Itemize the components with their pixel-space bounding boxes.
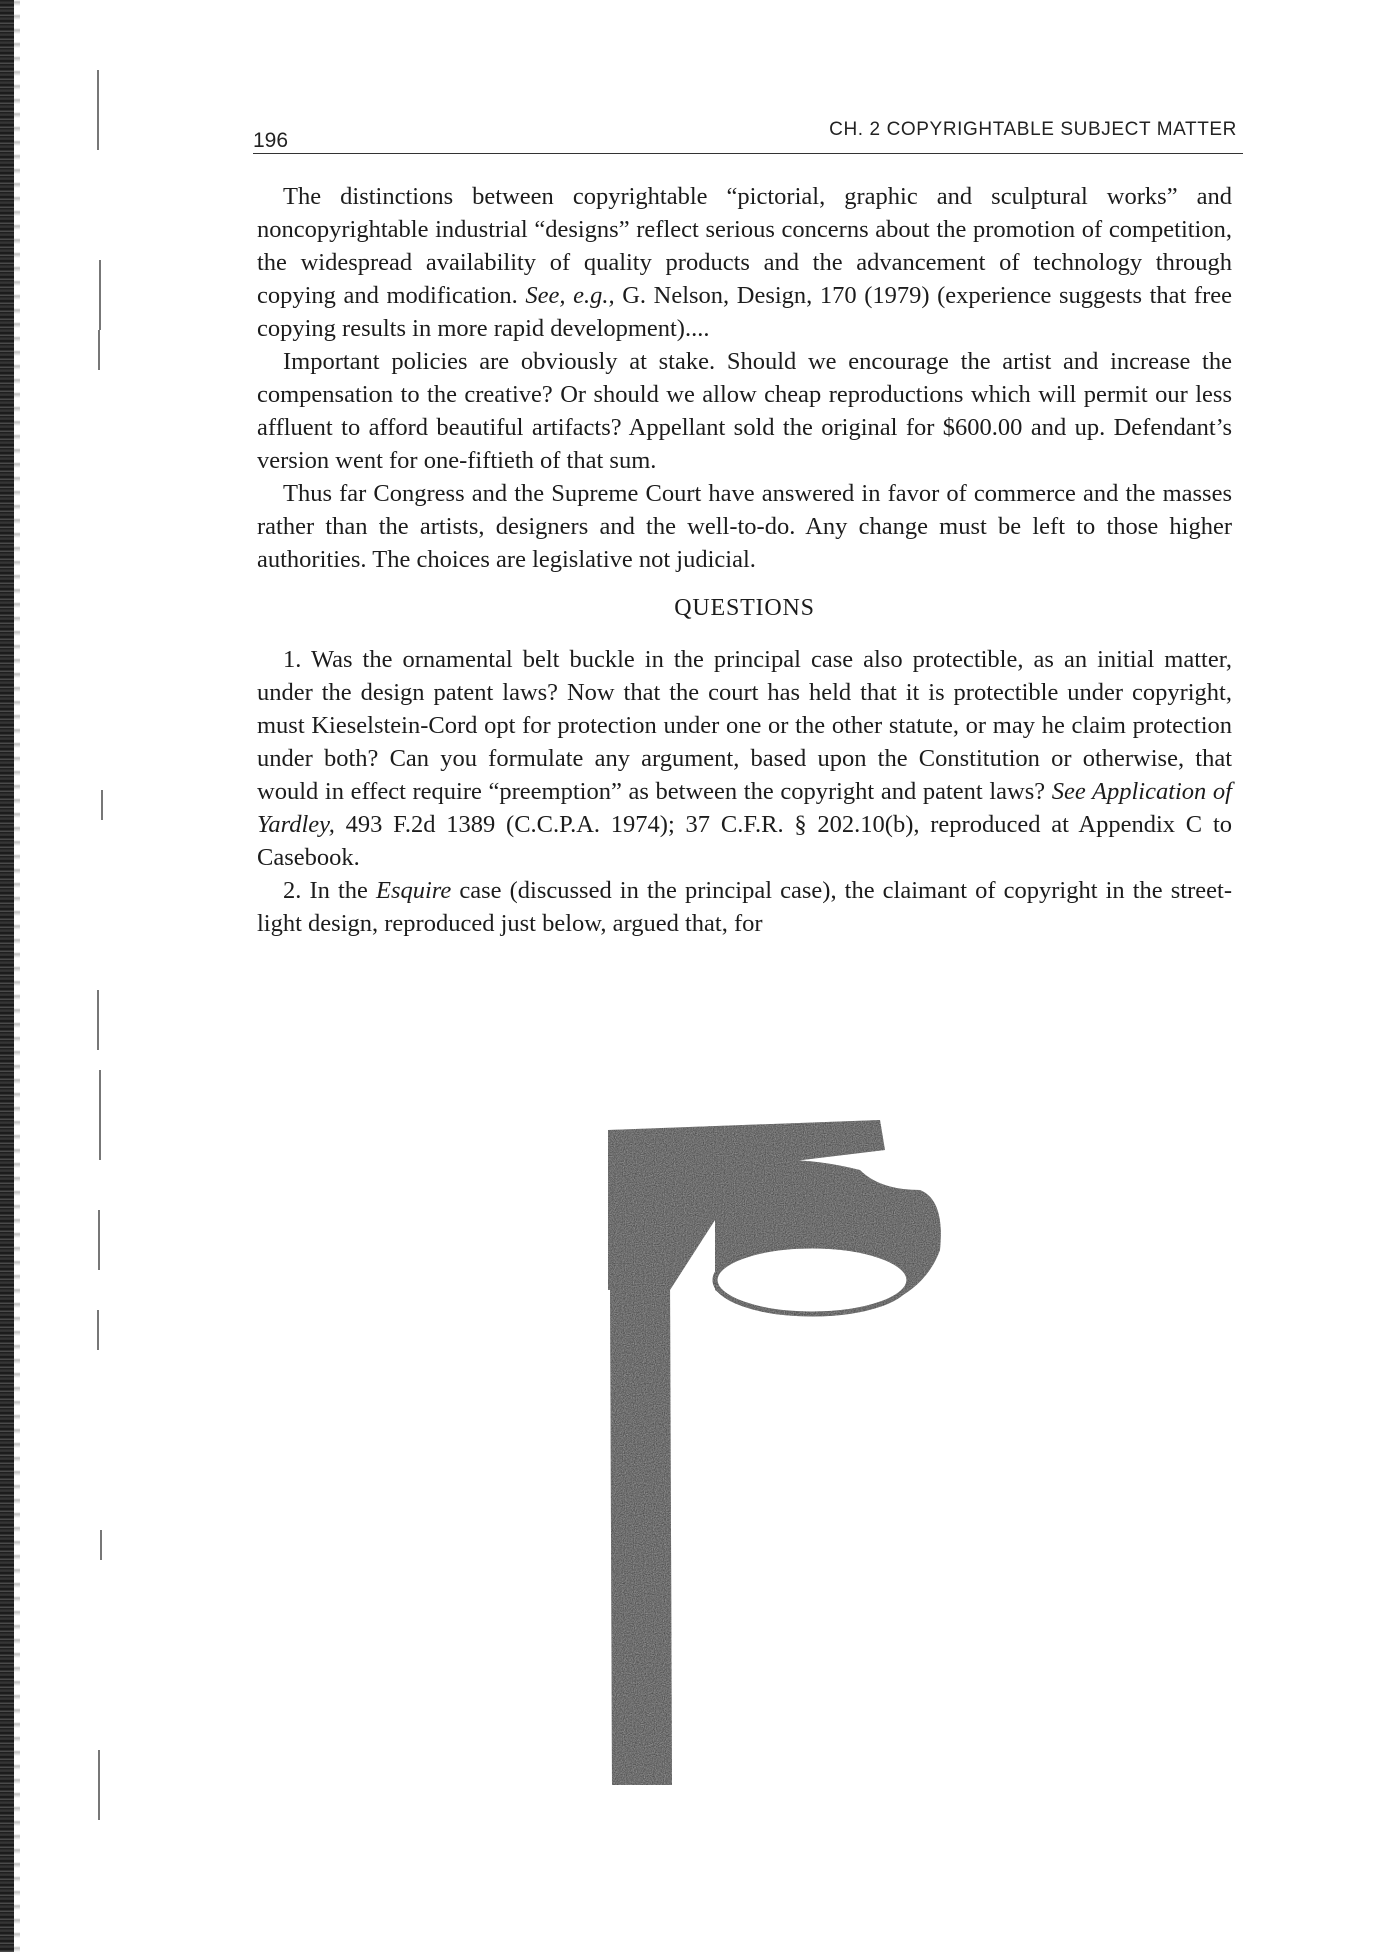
paragraph-distinctions: [257, 180, 1232, 345]
scan-binding-edge: [0, 0, 14, 1952]
paragraph-congress: Thus far Congress and the Supreme Court have answered in favor of commerce and the masses rather than the artists, designers and the well-to-do. Any change must be left to those higher authorities. The choices are legislative not judicial.: [257, 480, 1232, 573]
question-text: case (discussed in the principal case), the claimant of copyright in the street-light design, reproduced just below, argued that, for: [257, 877, 1232, 937]
questions-heading: QUESTIONS: [674, 595, 815, 621]
paragraph-text: The distinctions between copyrightable “pictorial, graphic and sculptural works” and noncopyrightable industrial “designs” reflect serious concerns about the promotion of competition, the widespread availability of quality products and the advancement of technology through copying and modification.: [257, 183, 1232, 309]
page-number: 196: [253, 129, 289, 152]
running-head: CH. 2 COPYRIGHTABLE SUBJECT MATTER: [829, 119, 1237, 140]
question-2: [257, 874, 1232, 940]
street-light-illustration: [580, 1110, 1060, 1790]
scan-gutter-marks: [95, 30, 115, 1930]
citation-signal: See, e.g.,: [525, 282, 615, 309]
body-text: [257, 180, 1232, 940]
page-header: [253, 113, 1243, 154]
paragraph-text: G. Nelson, Design, 170 (1979) (experience suggests that free copying results in more rapid development)....: [257, 282, 1232, 342]
question-1: [257, 643, 1232, 874]
question-text: 2. In the: [283, 877, 376, 904]
case-name: Esquire: [375, 877, 452, 904]
question-text: 493 F.2d 1389 (C.C.P.A. 1974); 37 C.F.R. § 202.10(b), reproduced at Appendix C to Casebook.: [257, 811, 1232, 871]
question-text: 1. Was the ornamental belt buckle in the principal case also protectible, as an initial matter, under the design patent laws? Now that the court has held that it is protectible under copyright, must Kieselstein-Cord opt for protection under one or the other statute, or may he claim protection under both? Can you formulate any argument, based upon the Constitution or otherwise, that would in effect require “preemption” as between the copyright and patent laws?: [257, 646, 1232, 805]
case-citation: See Application of Yardley,: [257, 778, 1232, 838]
street-light-figure: [580, 1110, 1060, 1790]
scan-noise: [14, 0, 20, 1952]
paragraph-policies: Important policies are obviously at stake. Should we encourage the artist and increase the compensation to the creative? Or should we allow cheap reproductions which will permit our less affluent to afford beautiful artifacts? Appellant sold the original for $600.00 and up. Defendant’s version went for one-fiftieth of that sum.: [257, 348, 1232, 474]
street-light-body: [608, 1120, 941, 1785]
